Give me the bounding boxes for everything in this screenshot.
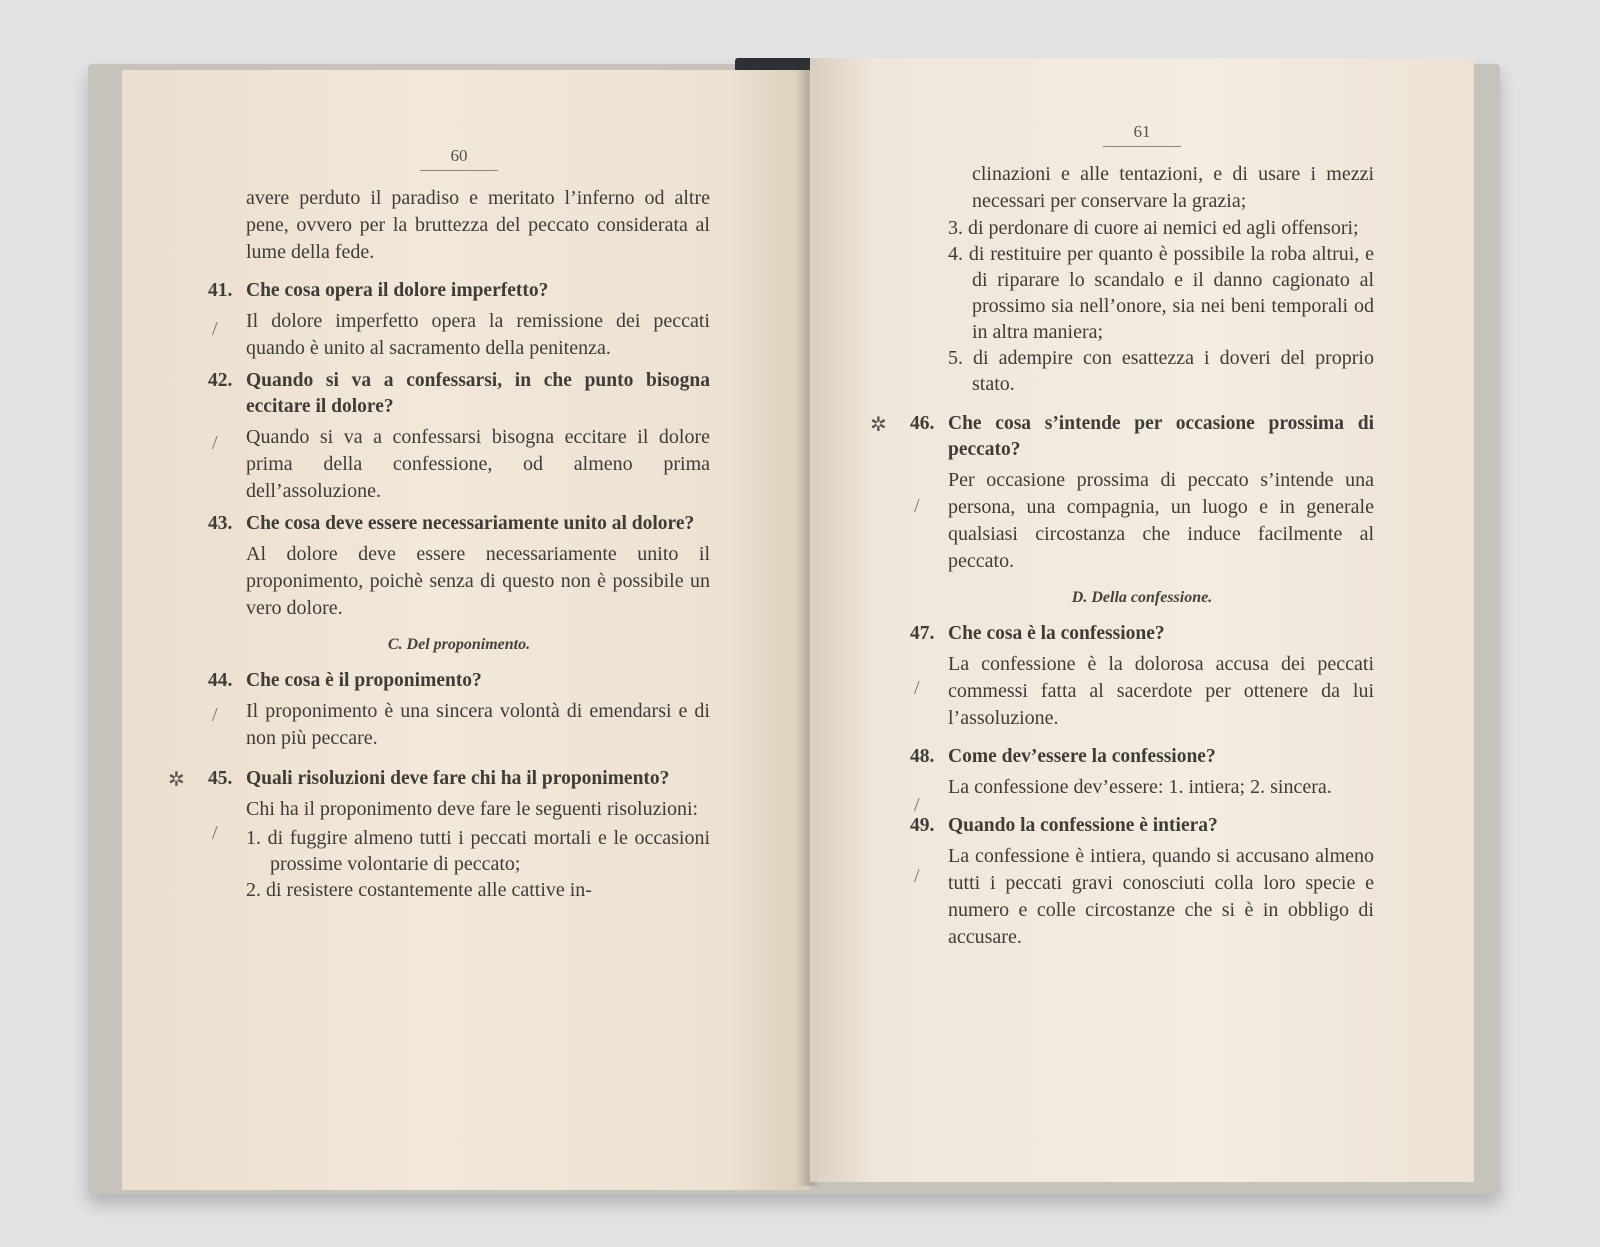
pencil-mark: / (914, 865, 920, 887)
answer-text: Chi ha il proponimento deve fare le seguenti risoluzioni: (246, 798, 699, 820)
question-heading (910, 744, 1374, 770)
star-mark-icon: ✲ (168, 769, 185, 791)
answer-text: La confessione è la dolorosa accusa dei peccati commessi fatta al sacerdote per ottenere da lui l’assoluzione. (948, 653, 1374, 729)
left-page (122, 70, 810, 1190)
section-heading-c: C. Del proponimento. (387, 636, 531, 653)
page-number-rule (1103, 146, 1181, 147)
question-number: 48. (910, 746, 935, 767)
question-text: Che cosa deve essere necessariamente unito al dolore? (246, 513, 695, 534)
list-item: 4. di restituire per quanto è possibile la roba altrui, e di riparare lo scandalo e il danno cagionato al prossimo sia nell’onore, sia nei beni temporali od in altra maniera; (948, 243, 1374, 343)
question-heading (208, 278, 710, 304)
answer-text: La confessione dev’essere: 1. intiera; 2. sincera. (948, 776, 1332, 798)
list-item: 5. di adempire con esattezza i doveri del proprio stato. (948, 347, 1374, 395)
question-number: 43. (208, 513, 233, 534)
question-49 (910, 813, 1374, 951)
question-heading (208, 368, 710, 420)
question-41 (208, 278, 710, 362)
question-46 (870, 411, 1374, 575)
question-text: Che cosa opera il dolore imperfetto? (246, 280, 549, 301)
section-heading-d: D. Della confessione. (1071, 589, 1213, 606)
question-text: Che cosa è il proponimento? (246, 670, 482, 691)
opening-paragraph: avere perduto il paradiso e meritato l’inferno od altre pene, ovvero per la bruttezza del peccato considerata al lume della fede. (246, 187, 710, 263)
pencil-mark: / (212, 318, 218, 340)
question-43 (208, 511, 710, 622)
question-number: 41. (208, 280, 233, 301)
question-text: Che cosa s’intende per occasione prossima di peccato? (948, 413, 1374, 460)
answer-text: La confessione è intiera, quando si accusano almeno tutti i peccati gravi conosciuti colla loro specie e numero e colle circostanze che si è in obbligo di accusare. (948, 845, 1374, 948)
question-heading (910, 621, 1374, 647)
pencil-mark: / (914, 677, 920, 699)
pencil-mark: / (212, 704, 218, 726)
question-heading (208, 511, 710, 537)
list-item: 1. di fuggire almeno tutti i peccati mortali e le occasioni prossime volontarie di peccato; (246, 827, 710, 875)
page-number-rule (420, 170, 498, 171)
list-item: 2. di resistere costantemente alle cattive in- (246, 879, 592, 901)
question-number: 46. (910, 413, 935, 434)
question-45 (168, 766, 710, 903)
question-44 (208, 668, 710, 752)
answer-text: Al dolore deve essere necessariamente unito il proponimento, poichè senza di questo non è possibile un vero dolore. (246, 543, 710, 619)
page-number-right: 61 (1133, 122, 1151, 141)
question-text: Quando si va a confessarsi, in che punto bisogna eccitare il dolore? (246, 370, 710, 417)
question-47 (910, 621, 1374, 732)
question-heading (910, 813, 1374, 839)
page-number-left: 60 (450, 146, 468, 165)
answer-text: Il proponimento è una sincera volontà di emendarsi e di non più peccare. (246, 700, 710, 749)
question-42 (208, 368, 710, 505)
question-text: Quando la confessione è intiera? (948, 815, 1218, 836)
pencil-mark: / (914, 495, 920, 517)
question-text: Come dev’essere la confessione? (948, 746, 1216, 767)
question-number: 47. (910, 623, 935, 644)
question-heading (208, 766, 710, 792)
pencil-mark: / (212, 432, 218, 454)
answer-text: Per occasione prossima di peccato s’intende una persona, una compagnia, un luogo e in generale qualsiasi circostanza che induce facilmente al peccato. (948, 469, 1374, 572)
question-number: 45. (208, 768, 233, 789)
question-text: Che cosa è la confessione? (948, 623, 1165, 644)
answer-text: Il dolore imperfetto opera la remissione dei peccati quando è unito al sacramento della penitenza. (246, 310, 710, 359)
question-heading (208, 668, 710, 694)
question-48 (910, 744, 1374, 816)
answer-text: Quando si va a confessarsi bisogna eccitare il dolore prima della confessione, od almeno prima dell’assoluzione. (246, 426, 710, 502)
pencil-mark: / (914, 794, 920, 816)
question-number: 49. (910, 815, 935, 836)
question-heading (910, 411, 1374, 463)
question-number: 42. (208, 370, 233, 391)
question-number: 44. (208, 670, 233, 691)
star-mark-icon: ✲ (870, 414, 887, 436)
right-page (810, 58, 1474, 1182)
list-item: 3. di perdonare di cuore ai nemici ed agli offensori; (948, 217, 1359, 239)
pencil-mark: / (212, 822, 218, 844)
continued-paragraph: clinazioni e alle tentazioni, e di usare i mezzi necessari per conservare la grazia; (972, 163, 1374, 212)
question-text: Quali risoluzioni deve fare chi ha il proponimento? (246, 768, 670, 789)
